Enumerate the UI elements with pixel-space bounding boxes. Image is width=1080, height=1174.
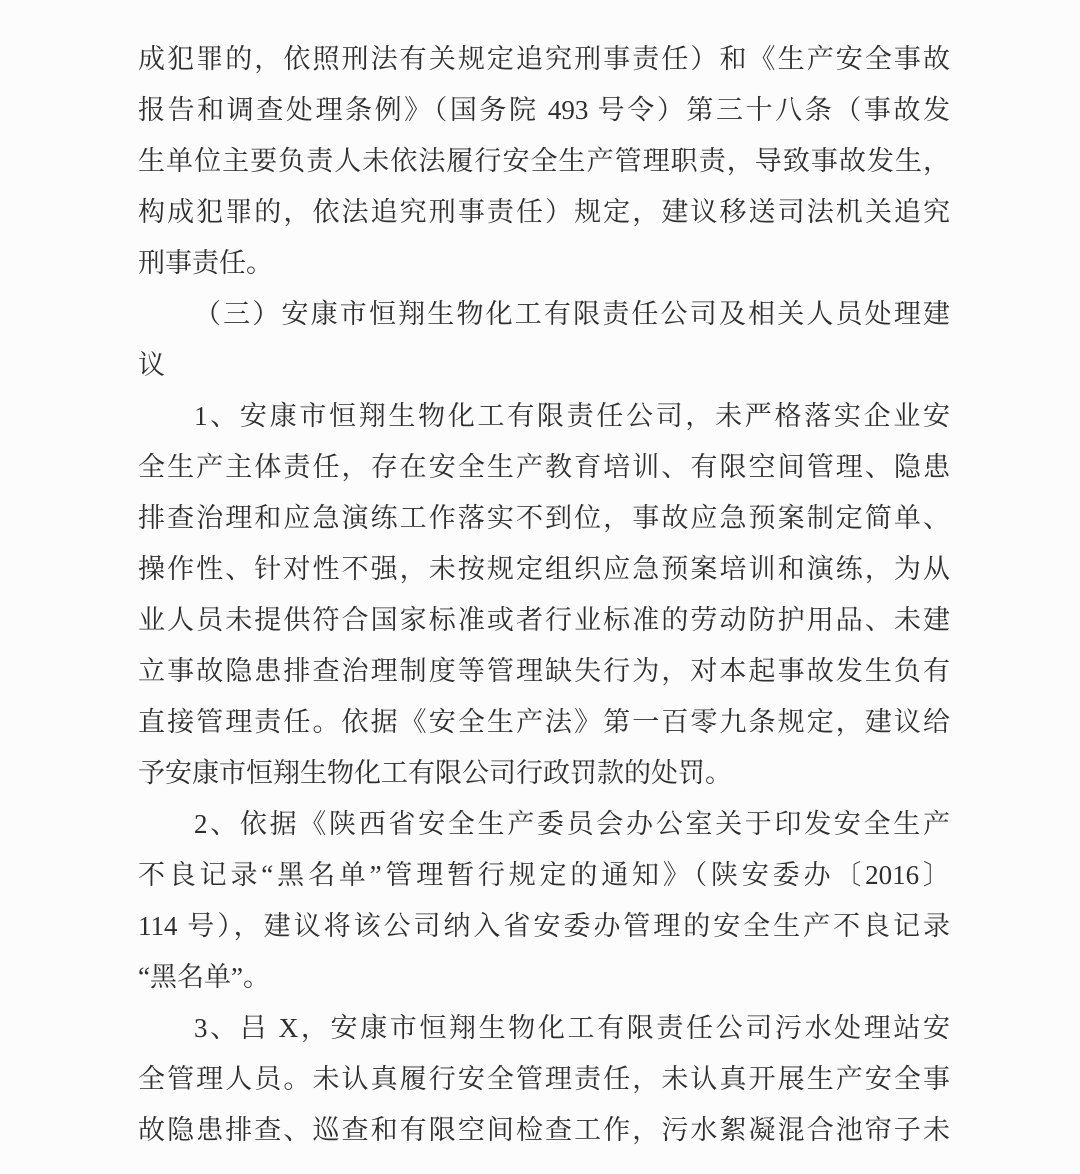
text-line: 2、依据《陕西省安全生产委员会办公室关于印发安全生产 <box>194 809 950 839</box>
text-line: 直接管理责任。依据《安全生产法》第一百零九条规定，建议给 <box>138 707 950 737</box>
text-line: 排查治理和应急演练工作落实不到位，事故应急预案制定简单、 <box>138 503 950 533</box>
text-line: 成犯罪的，依照刑法有关规定追究刑事责任）和《生产安全事故 <box>138 44 950 74</box>
text-line: 生单位主要负责人未依法履行安全生产管理职责，导致事故发生， <box>138 146 950 176</box>
text-line: 操作性、针对性不强，未按规定组织应急预案培训和演练，为从 <box>138 554 950 584</box>
text-line: 予安康市恒翔生物化工有限公司行政罚款的处罚。 <box>138 758 732 788</box>
text-line: 故隐患排查、巡查和有限空间检查工作，污水絮凝混合池帘子未 <box>138 1115 950 1145</box>
text-line: 报告和调查处理条例》（国务院 493 号令）第三十八条（事故发 <box>138 95 950 125</box>
text-line: 构成犯罪的，依法追究刑事责任）规定，建议移送司法机关追究 <box>138 197 950 227</box>
text-line: 全管理人员。未认真履行安全管理责任，未认真开展生产安全事 <box>138 1064 950 1094</box>
text-line: “黑名单”。 <box>138 962 270 992</box>
text-line: 议 <box>138 350 165 380</box>
text-line: 全生产主体责任，存在安全生产教育培训、有限空间管理、隐患 <box>138 452 950 482</box>
text-line: （三）安康市恒翔生物化工有限责任公司及相关人员处理建 <box>194 299 950 329</box>
text-line: 立事故隐患排查治理制度等管理缺失行为，对本起事故发生负有 <box>138 656 950 686</box>
text-line: 114 号），建议将该公司纳入省安委办管理的安全生产不良记录 <box>138 911 950 941</box>
document-text-block <box>138 34 950 1156</box>
text-line: 刑事责任。 <box>138 248 273 278</box>
text-line: 不良记录“黑名单”管理暂行规定的通知》（陕安委办〔2016〕 <box>138 860 950 890</box>
text-line: 1、安康市恒翔生物化工有限责任公司，未严格落实企业安 <box>194 401 950 431</box>
text-line: 3、吕 X，安康市恒翔生物化工有限责任公司污水处理站安 <box>194 1013 950 1043</box>
text-line: 业人员未提供符合国家标准或者行业标准的劳动防护用品、未建 <box>138 605 950 635</box>
